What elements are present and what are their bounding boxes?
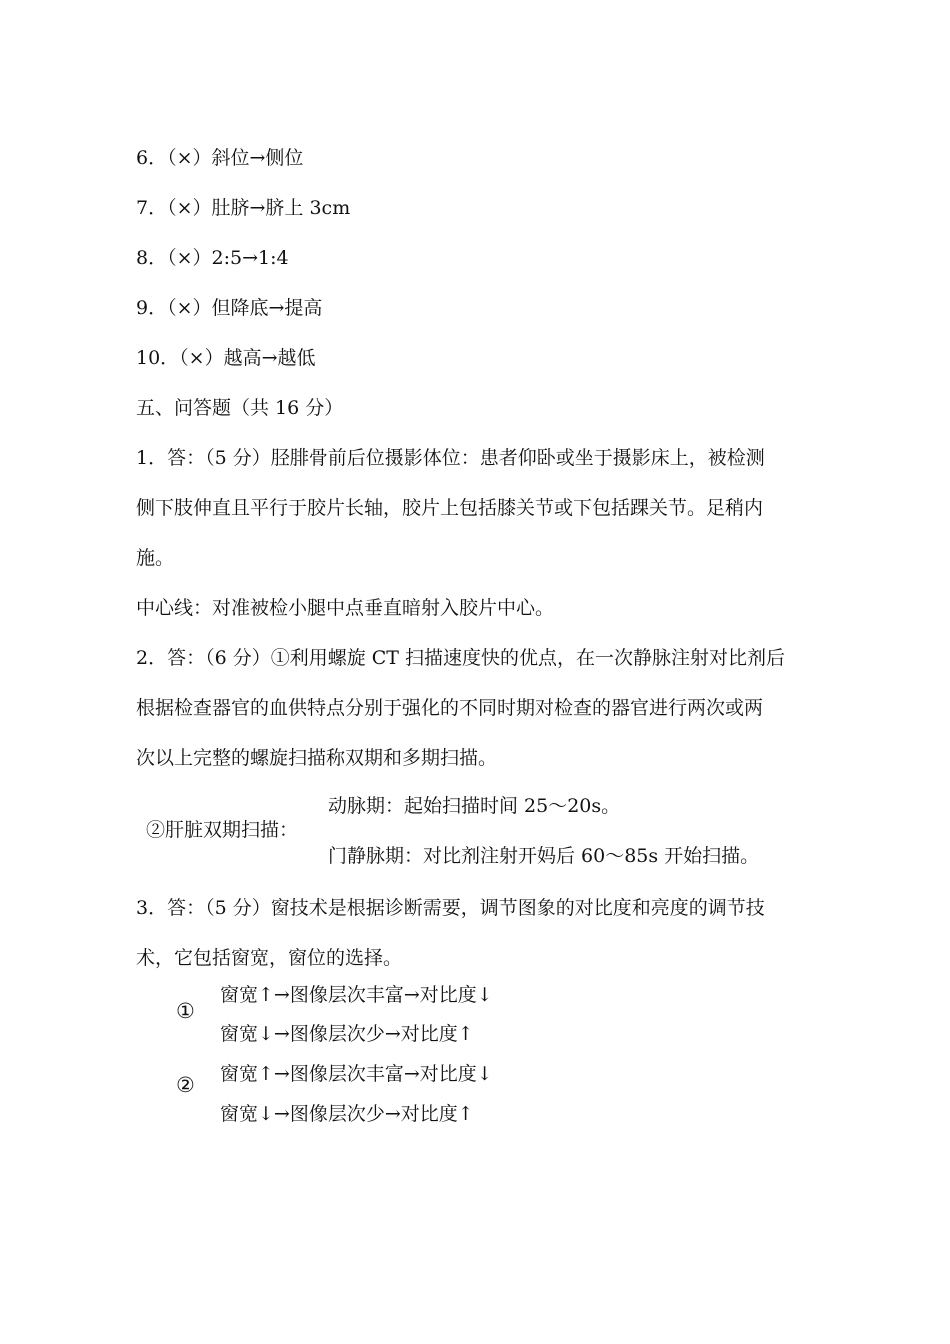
- portal-phase: 门静脉期：对比剂注射开妈后 60～85s 开始扫描。: [328, 845, 760, 867]
- judgment-7: 7．（×）肚脐→脐上 3cm: [136, 197, 351, 219]
- q1-line-3: 施。: [136, 547, 175, 569]
- group2-marker: ②: [176, 1073, 195, 1097]
- q2-line-2: 根据检查器官的血供特点分别于强化的不同时期对检查的器官进行两次或两: [136, 697, 764, 719]
- q2-line-3: 次以上完整的螺旋扫描称双期和多期扫描。: [136, 747, 498, 769]
- q3-line-1: 3．答：（5 分）窗技术是根据诊断需要，调节图象的对比度和亮度的调节技: [136, 897, 765, 919]
- group2-line-a: 窗宽↑→图像层次丰富→对比度↓: [220, 1063, 493, 1085]
- judgment-10: 10．（×）越高→越低: [136, 347, 316, 369]
- group1-line-a: 窗宽↑→图像层次丰富→对比度↓: [220, 984, 493, 1006]
- judgment-6: 6．（×）斜位→侧位: [136, 147, 304, 169]
- section-heading: 五、问答题（共 16 分）: [136, 397, 344, 419]
- q2-line-1: 2．答：（6 分）①利用螺旋 CT 扫描速度快的优点，在一次静脉注射对比剂后: [136, 647, 786, 669]
- group2-line-b: 窗宽↓→图像层次少→对比度↑: [220, 1103, 474, 1125]
- judgment-9: 9．（×）但降底→提高: [136, 297, 323, 319]
- q3-line-2: 术，它包括窗宽，窗位的选择。: [136, 947, 403, 969]
- group1-marker: ①: [176, 999, 195, 1023]
- q1-line-1: 1．答：（5 分）胫腓骨前后位摄影体位：患者仰卧或坐于摄影床上，被检测: [136, 447, 765, 469]
- q1-line-2: 侧下肢伸直且平行于胶片长轴，胶片上包括膝关节或下包括踝关节。足稍内: [136, 497, 764, 519]
- q1-center-line: 中心线：对准被检小腿中点垂直暗射入胶片中心。: [136, 597, 555, 619]
- group1-line-b: 窗宽↓→图像层次少→对比度↑: [220, 1023, 474, 1045]
- arterial-phase: 动脉期：起始扫描时间 25～20s。: [328, 795, 621, 817]
- liver-dual-phase-label: ②肝脏双期扫描：: [146, 819, 299, 841]
- judgment-8: 8．（×）2:5→1:4: [136, 247, 289, 269]
